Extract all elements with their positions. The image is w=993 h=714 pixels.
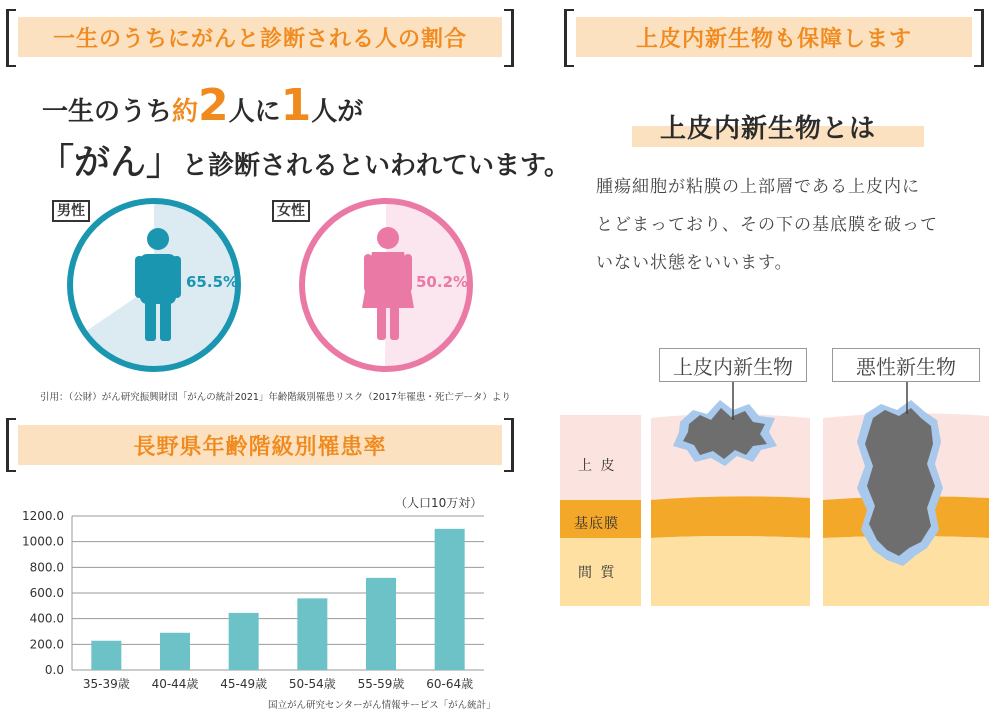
bar (435, 529, 465, 670)
left-section-title: 一生のうちにがんと診断される人の割合 (18, 17, 502, 57)
incidence-bar-chart (0, 500, 520, 714)
chart-title-frame (6, 418, 514, 472)
y-tick-label: 1200.0 (22, 509, 64, 523)
bar (366, 578, 396, 670)
subtitle: 上皮内新生物とは (660, 114, 877, 144)
bar (297, 598, 327, 670)
bar (91, 641, 121, 670)
left-title-frame (6, 9, 514, 67)
layer-label-stroma: 間 質 (578, 565, 617, 581)
right-title-frame (564, 9, 984, 67)
layer-label-epithelium: 上 皮 (578, 458, 617, 474)
risk-source: 引用：（公財）がん研究振興財団「がんの統計2021」年齢階級別罹患リスク（2017年罹患・死亡データ）より (40, 392, 511, 403)
y-tick-label: 0.0 (44, 663, 64, 677)
x-tick-label: 45-49歳 (220, 677, 268, 691)
chart-section-title: 長野県年齢階級別罹患率 (18, 425, 502, 465)
tissue-diagram (555, 380, 993, 610)
description (596, 168, 938, 282)
malignant-label: 悪性新生物 (832, 348, 980, 382)
description-line-3: いない状態をいいます。 (596, 253, 793, 273)
malignant-tissue-block (823, 400, 989, 606)
female-label: 女性 (272, 200, 310, 222)
lead-line-2: 「がん」と診断されるといわれています。 (38, 142, 570, 183)
y-tick-label: 1000.0 (22, 534, 64, 549)
malignant-tumor (865, 408, 935, 556)
bar (229, 613, 259, 670)
x-tick-label: 40-44歳 (151, 677, 199, 691)
x-tick-label: 60-64歳 (426, 677, 474, 691)
y-tick-label: 800.0 (29, 560, 64, 575)
female-percent: 50.2% (416, 273, 469, 291)
layer-label-basement: 基底膜 (574, 516, 619, 532)
chart-source: 国立がん研究センターがん情報サービス「がん統計」 (268, 700, 496, 711)
description-line-2: とどまっており、その下の基底膜を破って (596, 215, 938, 235)
y-tick-label: 200.0 (29, 637, 64, 652)
male-percent: 65.5% (186, 273, 239, 291)
right-section-title: 上皮内新生物も保障します (576, 17, 972, 57)
x-tick-label: 55-59歳 (357, 677, 405, 691)
x-tick-label: 35-39歳 (82, 677, 130, 691)
description-line-1: 腫瘍細胞が粘膜の上部層である上皮内に (596, 177, 920, 197)
male-label: 男性 (52, 200, 90, 222)
lead-line-1: 一生のうち約2人に1人が (42, 80, 364, 131)
x-tick-label: 50-54歳 (288, 677, 336, 691)
intraepithelial-tissue-block (651, 400, 810, 606)
y-tick-label: 600.0 (29, 586, 64, 600)
y-tick-label: 400.0 (29, 611, 64, 626)
intraepithelial-label: 上皮内新生物 (659, 348, 807, 382)
bar (160, 633, 190, 670)
chart-unit: （人口10万対） (395, 496, 483, 510)
